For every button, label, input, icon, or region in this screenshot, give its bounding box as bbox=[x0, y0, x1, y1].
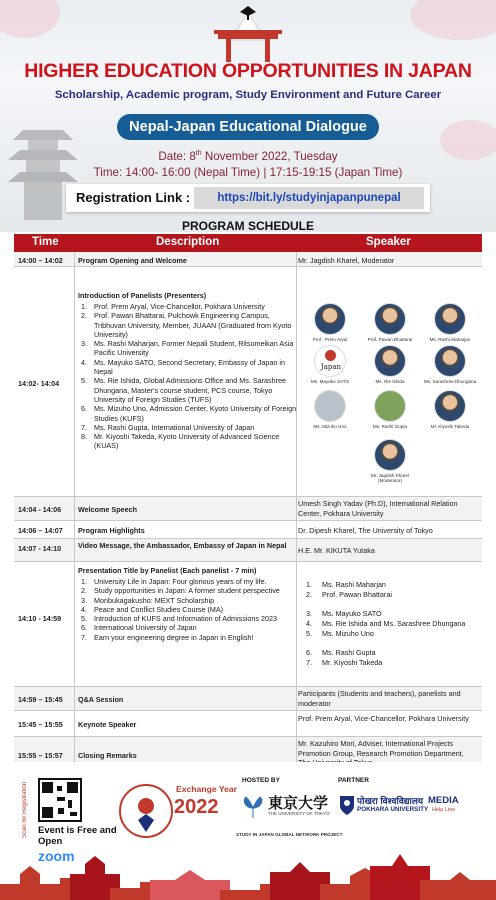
panelist-photo: Ms. Rashi Gupta bbox=[360, 390, 420, 429]
table-row bbox=[14, 539, 482, 562]
row-time: 14:06 – 14:07 bbox=[18, 526, 63, 535]
row-description: Presentation Title by Panelist (Each panelist - 7 min) bbox=[78, 566, 257, 575]
scan-label: Scan for Registration bbox=[22, 782, 28, 839]
row-speaker: Mr. Kazuhiro Mori, Adviser, International Projects Promotion Group, Research Promotion Department, bbox=[298, 739, 464, 758]
row-time: 14:04 - 14:06 bbox=[18, 505, 62, 514]
row-time: 14:59 – 15:45 bbox=[18, 695, 63, 704]
panelist-photo: Mr. Kiyoshi Takeda bbox=[420, 390, 480, 429]
list-item: 8. Mr. Kiyoshi Takeda, Kyoto University of Advanced Science (KUAS) bbox=[81, 432, 280, 451]
avatar bbox=[314, 303, 346, 335]
ginkgo-leaf-icon bbox=[240, 794, 266, 820]
row-speaker: Mr. Jagdish Kharel, Moderator bbox=[298, 256, 395, 265]
avatar bbox=[374, 345, 406, 377]
free-event-note: Event is Free and Open bbox=[38, 825, 117, 847]
column-divider bbox=[296, 252, 297, 772]
registration-link[interactable]: https://bit.ly/studyinjapanpunepal bbox=[194, 187, 424, 209]
panelist-photo: Ms. Mizuho Uno bbox=[300, 390, 360, 429]
pokhara-university-nepali: पोखरा विश्वविद्यालय bbox=[357, 796, 424, 806]
row-time: 15:55 – 15:57 bbox=[18, 751, 63, 760]
list-item: 1. University Life in Japan: Four glorious years of my life. bbox=[81, 577, 267, 586]
pokhara-university-logo-icon bbox=[338, 794, 356, 816]
cherry-blossom bbox=[0, 0, 60, 38]
panelist-photo: Japan Ms. Mayuko SATO bbox=[300, 345, 360, 384]
list-item: 6. International University of Japan bbox=[81, 623, 197, 633]
column-divider bbox=[74, 252, 75, 772]
embassy-logo-icon: Japan bbox=[314, 345, 346, 377]
panelist-list bbox=[78, 302, 300, 451]
page-subtitle: Scholarship, Academic program, Study Environment and Future Career bbox=[54, 89, 442, 101]
panelist-photo: Ms. Sarashree Dhungana bbox=[420, 345, 480, 384]
list-item: 1. Prof. Prem Aryal, Vice-Chancellor, Pokhara University bbox=[81, 302, 265, 311]
row-description: Welcome Speech bbox=[78, 505, 137, 514]
dialogue-banner: Nepal-Japan Educational Dialogue bbox=[117, 114, 379, 140]
footer bbox=[0, 762, 496, 900]
list-item: 4. Peace and Conflict Studies Course (MA) bbox=[81, 604, 224, 614]
page-title: HIGHER EDUCATION OPPORTUNITIES IN JAPAN bbox=[24, 60, 472, 82]
table-row bbox=[14, 497, 482, 521]
list-item: 7. Earn your engineering degree in Japan in English! bbox=[81, 632, 254, 642]
avatar bbox=[374, 303, 406, 335]
list-item: 2. Prof. Pawan Bhattarai, Pulchowk Engineering Campus, Tribhuvan University, Member, JUAAN (Graduated from Kyoto University) bbox=[81, 311, 292, 339]
qr-code-icon[interactable] bbox=[38, 778, 82, 822]
panelist-photo: Ms. Rashi Maharjan bbox=[420, 303, 480, 342]
japan-nepal-emblem-icon bbox=[116, 780, 176, 842]
table-row bbox=[14, 687, 482, 711]
row-time: 14:07 - 14:10 bbox=[18, 544, 62, 553]
hosted-by-label: HOSTED BY bbox=[242, 777, 280, 784]
registration-label: Registration Link : bbox=[76, 190, 191, 205]
row-time: 15:45 – 15:55 bbox=[18, 720, 63, 729]
list-item: 5. Introduction of KUFS and Information of Admissions 2023 bbox=[81, 614, 277, 624]
list-item: 3. Ms. Rashi Maharjan, Former Nepali Student, Ritsumeikan Asia Pacific University bbox=[81, 339, 294, 358]
event-time: Time: 14:00- 16:00 (Nepal Time) | 17:15-19:15 (Japan Time) bbox=[93, 166, 403, 179]
panelist-photo: Prof . Prem Aryal bbox=[300, 303, 360, 342]
table-row bbox=[14, 521, 482, 539]
list-item: 3. Ms. Mayuko SATO bbox=[306, 609, 382, 618]
row-speaker: H.E. Mr. KIKUTA Yutaka bbox=[298, 546, 375, 555]
list-item: 3. Monbukagakusho: MEXT Scholarship bbox=[81, 595, 215, 605]
list-item: 1. Ms. Rashi Maharjan bbox=[306, 580, 386, 589]
row-time: 14:00 – 14:02 bbox=[18, 256, 63, 265]
avatar bbox=[434, 303, 466, 335]
partner-label: PARTNER bbox=[338, 777, 369, 784]
zoom-logo: zoom bbox=[38, 848, 75, 864]
presentation-list bbox=[78, 577, 300, 642]
panelist-photo: Mr. Jagdish Kharel (Moderator) bbox=[360, 439, 420, 483]
media-helpline-logo: MEDIA bbox=[428, 795, 459, 806]
pokhara-university-english: POKHARA UNIVERSITY bbox=[357, 806, 429, 813]
temple-skyline-decoration bbox=[0, 844, 496, 900]
list-item: 7. Ms. Rashi Gupta, International University of Japan bbox=[81, 422, 255, 432]
list-item: 6. Ms. Mizuho Uno, Admission Center, Kyoto University of Foreign Studies (KUFS) bbox=[81, 404, 297, 423]
schedule-title: PROGRAM SCHEDULE bbox=[181, 219, 314, 233]
event-date: Date: 8th November 2022, Tuesday bbox=[158, 150, 338, 163]
utokyo-kanji: 東京大学 bbox=[268, 794, 329, 812]
row-description: Introduction of Panelists (Presenters) bbox=[78, 291, 207, 300]
row-description: Closing Remarks bbox=[78, 751, 137, 760]
row-description: Q&A Session bbox=[78, 695, 124, 704]
column-header-speaker: Speaker bbox=[366, 236, 411, 248]
row-speaker: Prof. Prem Aryal, Vice-Chancellor, Pokhara University bbox=[298, 714, 469, 723]
list-item: 7. Mr. Kiyoshi Takeda bbox=[306, 658, 383, 667]
row-description: Video Message, the Ambassador, Embassy of Japan in Nepal bbox=[78, 541, 287, 550]
table-row bbox=[14, 267, 482, 497]
exchange-year-label: Exchange Year bbox=[176, 784, 237, 794]
header-banner bbox=[0, 0, 496, 232]
avatar bbox=[434, 345, 466, 377]
utokyo-english: THE UNIVERSITY OF TOKYO bbox=[268, 811, 330, 816]
cherry-blossom bbox=[410, 0, 496, 40]
column-header-description: Description bbox=[156, 236, 220, 248]
table-row bbox=[14, 711, 482, 737]
project-label: STUDY IN JAPAN GLOBAL NETWORK PROJECT bbox=[236, 832, 343, 837]
column-header-time: Time bbox=[32, 236, 59, 248]
registration-bar bbox=[66, 184, 430, 212]
table-row bbox=[14, 252, 482, 267]
row-time: 14:10 - 14:59 bbox=[18, 614, 62, 623]
panelist-photo: Ms. Rie Ishida bbox=[360, 345, 420, 384]
row-speaker: Umesh Singh Yadav (Ph.D), International Relation Center, Pokhara University bbox=[298, 499, 458, 518]
exchange-year-number: 2022 bbox=[174, 796, 219, 818]
list-item: 4. Ms. Mayuko SATO, Second Secretary, Embassy of Japan in Nepal bbox=[81, 357, 285, 377]
helpline-label: Help Line bbox=[432, 807, 456, 813]
list-item: 4. Ms. Rie Ishida and Ms. Sarashree Dhungana bbox=[306, 619, 466, 628]
list-item: 6. Ms. Rashi Gupta bbox=[306, 648, 376, 657]
list-item: 5. Ms. Mizuho Uno bbox=[306, 629, 374, 638]
row-description: Program Highlights bbox=[78, 526, 145, 535]
building-photo bbox=[314, 390, 346, 422]
list-item: 5. Ms. Rie Ishida, Global Admissions Office and Ms. Sarashree Dhungana, Master's course student, PCS course, Tokyo University of Foreign Studies (TUFS) bbox=[81, 376, 287, 404]
row-description: Keynote Speaker bbox=[78, 720, 137, 729]
row-speaker: Dr. Dipesh Kharel, The University of Tokyo bbox=[298, 526, 433, 535]
row-description: Program Opening and Welcome bbox=[78, 256, 187, 265]
list-item: 2. Study opportunities in Japan: A former student perspective bbox=[81, 586, 280, 596]
row-time: 14:02- 14:04 bbox=[18, 379, 60, 388]
table-header bbox=[14, 234, 482, 252]
avatar bbox=[374, 439, 406, 471]
avatar bbox=[434, 390, 466, 422]
list-item: 2. Prof. Pawan Bhattarai bbox=[306, 590, 392, 599]
panelist-photo: Prof. Pawan Bhattarai bbox=[360, 303, 420, 342]
row-speaker: Participants (Students and teachers), panelists and moderator bbox=[298, 689, 461, 708]
table-row bbox=[14, 562, 482, 687]
campus-photo bbox=[374, 390, 406, 422]
